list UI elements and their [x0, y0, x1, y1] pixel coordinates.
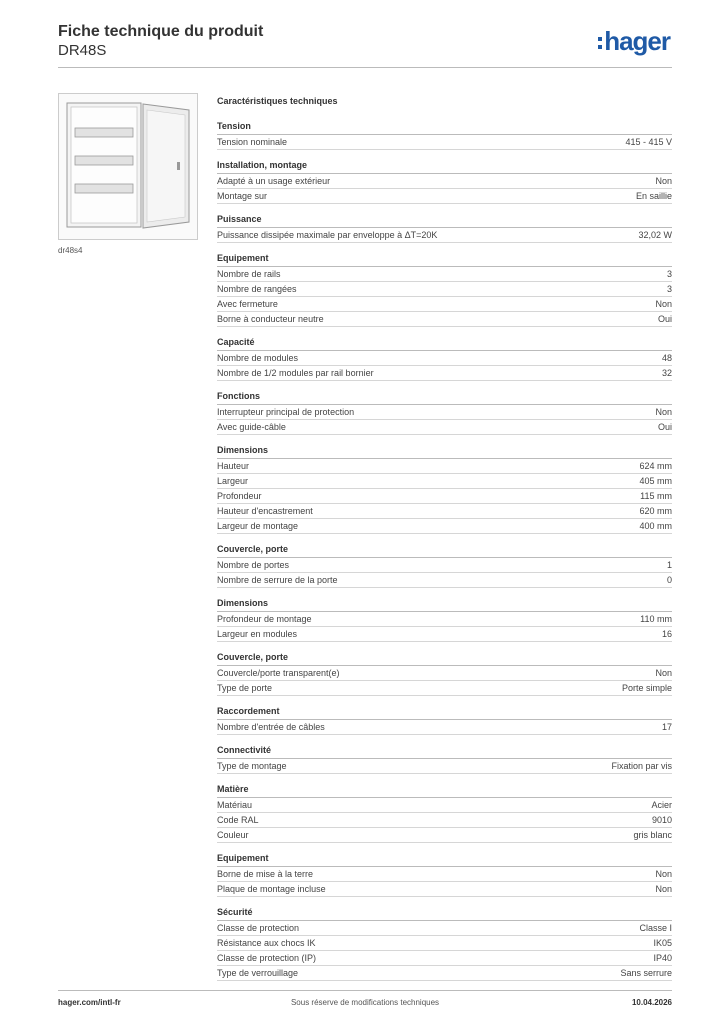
spec-row — [217, 228, 672, 243]
spec-value: 110 mm — [640, 614, 672, 624]
footer-date: 10.04.2026 — [631, 998, 672, 1007]
product-image — [58, 93, 198, 240]
specs-title: Caractéristiques techniques — [217, 96, 338, 106]
spec-section — [217, 744, 672, 774]
spec-label: Nombre de serrure de la porte — [217, 575, 338, 585]
spec-value: 620 mm — [639, 506, 672, 516]
spec-value: Non — [655, 407, 672, 417]
spec-label: Nombre de 1/2 modules par rail bornier — [217, 368, 374, 378]
spec-label: Profondeur de montage — [217, 614, 312, 624]
spec-value: Classe I — [639, 923, 672, 933]
spec-row — [217, 174, 672, 189]
spec-section — [217, 852, 672, 897]
spec-label: Plaque de montage incluse — [217, 884, 326, 894]
spec-value: Fixation par vis — [611, 761, 672, 771]
spec-label: Code RAL — [217, 815, 259, 825]
specs-sections — [217, 120, 672, 981]
spec-section — [217, 213, 672, 243]
spec-value: 0 — [666, 575, 672, 585]
image-caption: dr48s4 — [58, 246, 83, 255]
section-heading: Tension — [217, 120, 672, 135]
product-reference: DR48S — [58, 42, 107, 59]
spec-label: Montage sur — [217, 191, 268, 201]
spec-label: Nombre de portes — [217, 560, 290, 570]
spec-row — [217, 867, 672, 882]
spec-section — [217, 543, 672, 588]
spec-section — [217, 783, 672, 843]
spec-value: 115 mm — [640, 491, 672, 501]
section-heading: Couvercle, porte — [217, 651, 672, 666]
spec-value: 1 — [666, 560, 672, 570]
spec-value: Non — [655, 668, 672, 678]
spec-label: Nombre de rangées — [217, 284, 297, 294]
spec-row — [217, 921, 672, 936]
spec-label: Couvercle/porte transparent(e) — [217, 668, 340, 678]
section-heading: Couvercle, porte — [217, 543, 672, 558]
spec-label: Borne à conducteur neutre — [217, 314, 324, 324]
spec-row — [217, 813, 672, 828]
spec-label: Résistance aux chocs IK — [217, 938, 316, 948]
spec-label: Largeur — [217, 476, 249, 486]
logo-text: hager — [604, 26, 670, 56]
spec-row — [217, 759, 672, 774]
spec-value: 624 mm — [639, 461, 672, 471]
spec-row — [217, 282, 672, 297]
spec-label: Hauteur d'encastrement — [217, 506, 313, 516]
spec-value: Oui — [657, 314, 672, 324]
spec-label: Classe de protection — [217, 923, 300, 933]
spec-label: Couleur — [217, 830, 249, 840]
section-heading: Fonctions — [217, 390, 672, 405]
logo-dots-icon — [598, 37, 602, 49]
spec-label: Type de porte — [217, 683, 273, 693]
page-title: Fiche technique du produit — [58, 23, 264, 40]
spec-row — [217, 798, 672, 813]
header-divider — [58, 67, 672, 68]
section-heading: Dimensions — [217, 597, 672, 612]
spec-row — [217, 474, 672, 489]
section-heading: Puissance — [217, 213, 672, 228]
spec-row — [217, 681, 672, 696]
spec-row — [217, 189, 672, 204]
spec-label: Hauteur — [217, 461, 250, 471]
spec-row — [217, 951, 672, 966]
section-heading: Capacité — [217, 336, 672, 351]
spec-value: 3 — [666, 284, 672, 294]
footer-disclaimer: Sous réserve de modifications techniques — [290, 998, 440, 1007]
spec-section — [217, 336, 672, 381]
spec-section — [217, 159, 672, 204]
section-heading: Equipement — [217, 252, 672, 267]
spec-row — [217, 882, 672, 897]
spec-value: 3 — [666, 269, 672, 279]
spec-value: Sans serrure — [620, 968, 672, 978]
spec-label: Adapté à un usage extérieur — [217, 176, 331, 186]
spec-row — [217, 519, 672, 534]
spec-label: Interrupteur principal de protection — [217, 407, 355, 417]
spec-row — [217, 459, 672, 474]
spec-value: En saillie — [635, 191, 672, 201]
spec-label: Avec fermeture — [217, 299, 278, 309]
section-heading: Raccordement — [217, 705, 672, 720]
spec-value: 32 — [661, 368, 672, 378]
spec-row — [217, 627, 672, 642]
spec-section — [217, 906, 672, 981]
spec-row — [217, 489, 672, 504]
spec-row — [217, 666, 672, 681]
spec-section — [217, 120, 672, 150]
section-heading: Dimensions — [217, 444, 672, 459]
spec-value: Non — [655, 884, 672, 894]
spec-value: 405 mm — [639, 476, 672, 486]
spec-value: Non — [655, 299, 672, 309]
spec-label: Matériau — [217, 800, 253, 810]
section-heading: Connectivité — [217, 744, 672, 759]
technical-specs — [217, 96, 672, 990]
section-heading: Equipement — [217, 852, 672, 867]
spec-label: Puissance dissipée maximale par enveloppe à ΔT=20K — [217, 230, 438, 240]
section-heading: Installation, montage — [217, 159, 672, 174]
spec-label: Profondeur — [217, 491, 262, 501]
spec-value: Non — [655, 176, 672, 186]
spec-row — [217, 504, 672, 519]
spec-value: Oui — [657, 422, 672, 432]
spec-label: Largeur en modules — [217, 629, 298, 639]
spec-row — [217, 312, 672, 327]
spec-label: Largeur de montage — [217, 521, 299, 531]
spec-value: 32,02 W — [638, 230, 672, 240]
spec-row — [217, 420, 672, 435]
spec-row — [217, 720, 672, 735]
spec-section — [217, 705, 672, 735]
spec-label: Type de verrouillage — [217, 968, 299, 978]
spec-value: Non — [655, 869, 672, 879]
spec-row — [217, 351, 672, 366]
footer-divider — [58, 990, 672, 991]
spec-row — [217, 405, 672, 420]
footer-website-link[interactable]: hager.com/intl-fr — [58, 998, 121, 1007]
spec-section — [217, 390, 672, 435]
spec-value: 17 — [661, 722, 672, 732]
spec-row — [217, 573, 672, 588]
section-heading: Matière — [217, 783, 672, 798]
spec-value: 400 mm — [639, 521, 672, 531]
spec-section — [217, 651, 672, 696]
spec-row — [217, 558, 672, 573]
spec-row — [217, 366, 672, 381]
spec-value: IK05 — [653, 938, 672, 948]
spec-value: 415 - 415 V — [625, 137, 672, 147]
spec-label: Tension nominale — [217, 137, 288, 147]
spec-row — [217, 936, 672, 951]
hager-logo — [598, 28, 670, 54]
spec-row — [217, 828, 672, 843]
spec-label: Avec guide-câble — [217, 422, 286, 432]
spec-value: Acier — [651, 800, 672, 810]
spec-row — [217, 267, 672, 282]
spec-value: 48 — [661, 353, 672, 363]
spec-value: 16 — [661, 629, 672, 639]
distribution-board-icon — [59, 94, 197, 239]
spec-label: Classe de protection (IP) — [217, 953, 317, 963]
spec-value: 9010 — [651, 815, 672, 825]
spec-label: Type de montage — [217, 761, 287, 771]
spec-value: IP40 — [653, 953, 672, 963]
spec-value: Porte simple — [621, 683, 672, 693]
spec-label: Borne de mise à la terre — [217, 869, 314, 879]
spec-row — [217, 297, 672, 312]
spec-row — [217, 135, 672, 150]
page-header — [58, 22, 263, 60]
spec-label: Nombre d'entrée de câbles — [217, 722, 325, 732]
spec-section — [217, 444, 672, 534]
section-heading: Sécurité — [217, 906, 672, 921]
spec-section — [217, 252, 672, 327]
spec-row — [217, 966, 672, 981]
spec-section — [217, 597, 672, 642]
spec-label: Nombre de rails — [217, 269, 281, 279]
spec-row — [217, 612, 672, 627]
spec-value: gris blanc — [633, 830, 672, 840]
spec-label: Nombre de modules — [217, 353, 299, 363]
